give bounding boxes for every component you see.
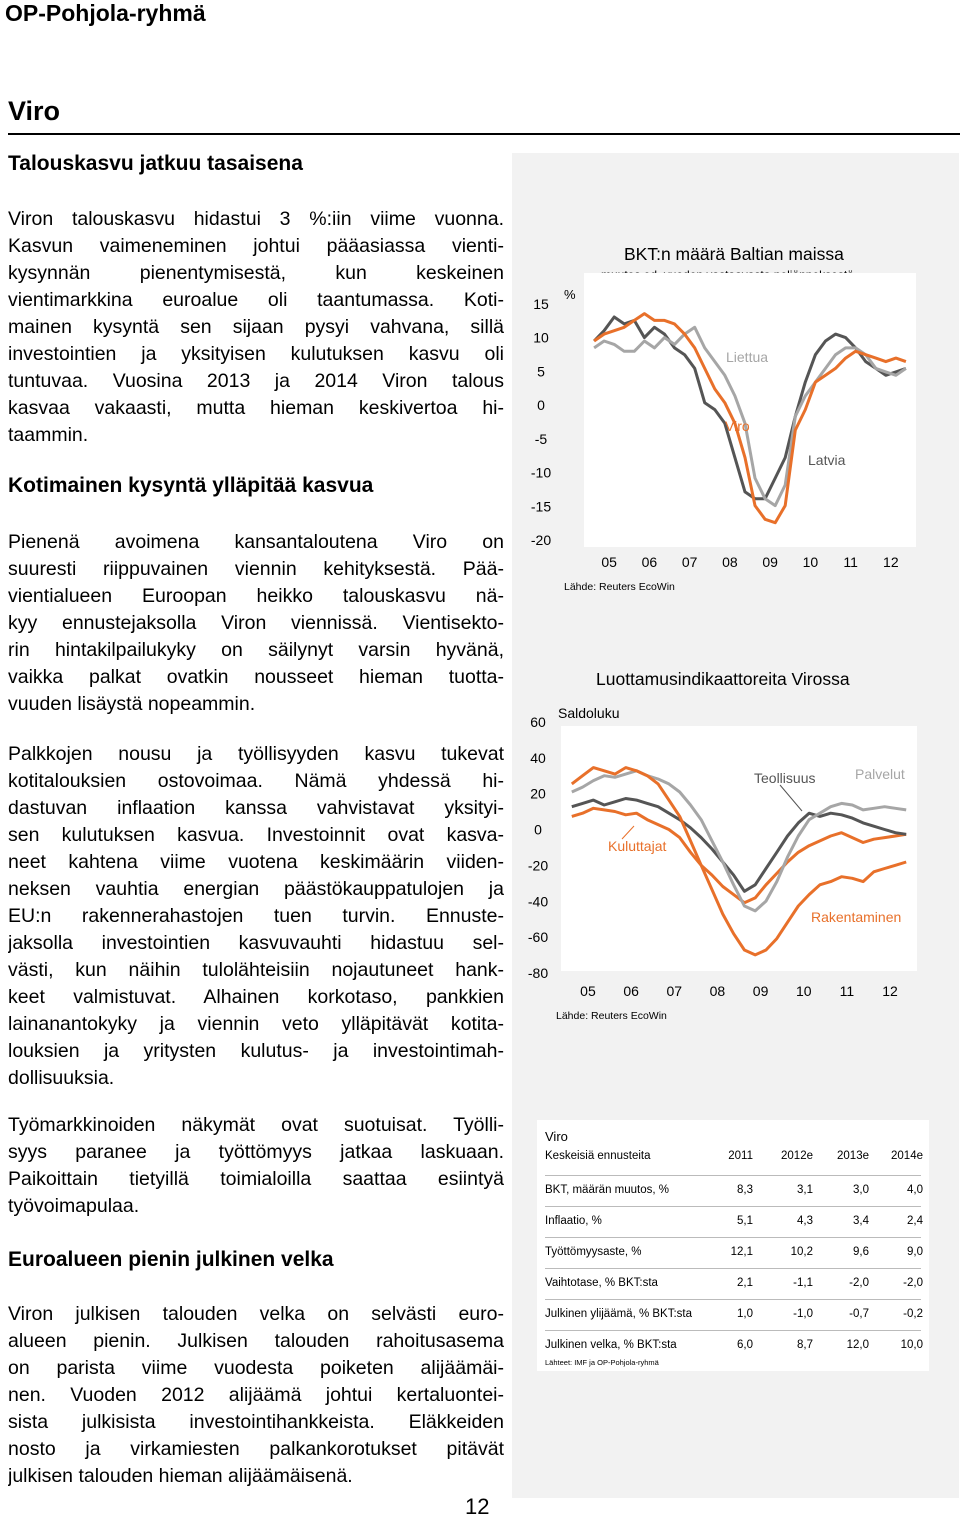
table-row: [545, 1184, 921, 1200]
table-row: [545, 1308, 921, 1324]
section-title-growth: Talouskasvu jatkuu tasaisena: [8, 152, 303, 175]
confidence-y-tick: -40: [527, 893, 549, 910]
gdp-y-tick: -20: [530, 532, 552, 548]
table-divider: [545, 1175, 921, 1176]
confidence-y-tick: 20: [530, 785, 546, 802]
paragraph-debt-line: on parista viime vuodesta poiketen alijäämäi-: [8, 1357, 504, 1379]
paragraph-growth-line: tuntuvaa. Vuosina 2013 ja 2014 Viron talous: [8, 370, 504, 392]
table-cell: 9,6: [853, 1246, 869, 1258]
paragraph-exports-line: suuresti riippuvainen viennin kehityksestä. Pää-: [8, 558, 504, 580]
table-cell: 3,0: [853, 1184, 869, 1196]
gdp-y-tick: 5: [537, 363, 545, 380]
paragraph-debt-line: julkisen talouden hieman alijäämäisenä.: [8, 1465, 353, 1487]
table-cell: 10,2: [790, 1246, 813, 1258]
gdp-x-tick: 12: [883, 554, 899, 570]
table-cell: 3,4: [853, 1215, 869, 1227]
table-subtitle: Keskeisiä ennusteita: [545, 1150, 651, 1162]
gdp-y-tick: 0: [537, 397, 545, 414]
paragraph-consumption: [8, 741, 504, 1092]
table-cell: 2,1: [737, 1277, 753, 1289]
forecast-table: [537, 1120, 929, 1371]
table-cell: 2,4: [907, 1215, 923, 1227]
table-row-label: Julkinen ylijäämä, % BKT:sta: [545, 1308, 693, 1320]
table-divider: [545, 1330, 921, 1331]
table-divider: [545, 1268, 921, 1269]
confidence-x-tick: 07: [666, 983, 683, 999]
table-row: [545, 1215, 921, 1231]
table-cell: 12,1: [730, 1246, 753, 1258]
year-2013e: 2013e: [837, 1150, 869, 1162]
paragraph-consumption-line: sen kulutuksen kasvua. Investoinnit ovat kasva-: [8, 824, 504, 846]
confidence-y-tick: 40: [530, 749, 546, 766]
label-liettua: Liettua: [726, 349, 769, 365]
label-rakentaminen: Rakentaminen: [811, 909, 902, 925]
confidence-chart-source: Lähde: Reuters EcoWin: [556, 1010, 667, 1022]
table-cell: 5,1: [737, 1215, 753, 1227]
heading-rule: [8, 133, 960, 135]
confidence-x-tick: 09: [752, 983, 769, 999]
gdp-chart-title: BKT:n määrä Baltian maissa: [624, 244, 844, 264]
confidence-chart-title: Luottamusindikaattoreita Virossa: [596, 669, 850, 689]
table-cell: -1,1: [793, 1277, 813, 1289]
confidence-x-tick: 10: [795, 983, 812, 999]
confidence-y-tick: 0: [534, 821, 542, 838]
table-cell: 12,0: [846, 1339, 869, 1351]
paragraph-debt-line: sista julkisista investointihankkeista. Eläkkeiden: [8, 1411, 504, 1433]
confidence-x-tick: 06: [623, 983, 639, 999]
page-number: 12: [465, 1494, 490, 1519]
paragraph-debt-line: Viron julkisen talouden velka on selvästi euro-: [8, 1303, 504, 1325]
confidence-y-tick: -60: [527, 929, 549, 946]
gdp-y-tick: -15: [530, 498, 552, 515]
gdp-x-tick: 05: [601, 554, 617, 570]
gdp-x-tick: 07: [681, 554, 698, 570]
paragraph-labour-line: Työmarkkinoiden näkymät ovat suotuisat. Työlli-: [8, 1114, 504, 1136]
paragraph-growth-line: kasvaa vakaasti, mutta hieman keskivertoa hi-: [8, 397, 504, 419]
paragraph-exports-line: vuuden lisäystä nopeammin.: [8, 693, 256, 715]
label-latvia: Latvia: [808, 452, 846, 468]
paragraph-exports-line: kyy ennustejaksolla Viron viennissä. Vientisekto-: [8, 612, 504, 634]
paragraph-labour: [8, 1112, 504, 1220]
gdp-chart-source: Lähde: Reuters EcoWin: [564, 581, 675, 593]
year-2014e: 2014e: [891, 1150, 923, 1162]
paragraph-growth-line: taammin.: [8, 424, 89, 446]
year-2012e: 2012e: [781, 1150, 813, 1162]
gdp-x-tick: 10: [802, 554, 819, 570]
paragraph-growth-line: investointien ja yksityisen kulutuksen kasvu oli: [8, 343, 504, 365]
table-cell: 4,0: [907, 1184, 923, 1196]
label-kuluttajat: Kuluttajat: [608, 838, 667, 854]
paragraph-consumption-line: dollisuuksia.: [8, 1067, 115, 1089]
confidence-y-tick: -20: [527, 857, 549, 874]
table-cell: -2,0: [849, 1277, 869, 1289]
section-title-debt: Euroalueen pienin julkinen velka: [8, 1248, 334, 1271]
page-heading: Viro: [8, 96, 61, 126]
paragraph-growth: [8, 206, 504, 449]
confidence-y-tick: 60: [530, 714, 546, 730]
label-viro: Viro: [725, 418, 750, 434]
gdp-chart: [512, 153, 959, 633]
confidence-x-tick: 11: [839, 983, 855, 999]
gdp-plot-area: [584, 273, 916, 547]
table-row: [545, 1339, 921, 1355]
table-cell: 4,3: [797, 1215, 813, 1227]
year-2011: 2011: [728, 1150, 753, 1162]
paragraph-exports-line: vaikka palkat ovatkin nousseet hieman tuotta-: [8, 666, 504, 688]
table-cell: -0,2: [903, 1308, 923, 1320]
paragraph-exports-line: Pienenä avoimena kansantaloutena Viro on: [8, 531, 504, 553]
paragraph-debt-line: alueen pienin. Julkisen talouden rahoitusasema: [8, 1330, 504, 1352]
section-title-demand: Kotimainen kysyntä ylläpitää kasvua: [8, 474, 374, 497]
table-row: [545, 1246, 921, 1262]
table-header-row: [545, 1150, 921, 1166]
confidence-chart-unit: Saldoluku: [558, 705, 620, 721]
gdp-x-tick: 08: [722, 554, 738, 570]
confidence-chart: [512, 633, 959, 1043]
label-teollisuus: Teollisuus: [754, 770, 816, 786]
confidence-x-tick: 08: [709, 983, 726, 999]
paragraph-growth-line: Kasvun vaimeneminen johtui pääasiassa vienti-: [8, 235, 504, 257]
paragraph-consumption-line: kotitalouksien ostovoimaa. Nämä yhdessä hi-: [8, 770, 504, 792]
table-cell: 6,0: [737, 1339, 753, 1351]
gdp-y-tick: 15: [533, 296, 549, 312]
table-cell: 1,0: [737, 1308, 753, 1320]
table-cell: -1,0: [793, 1308, 813, 1320]
table-row-label: BKT, määrän muutos, %: [545, 1184, 669, 1196]
table-cell: 10,0: [900, 1339, 923, 1351]
paragraph-growth-line: kysynnän pienentymisestä, kun keskeinen: [8, 262, 504, 284]
table-source: Lähteet: IMF ja OP-Pohjola-ryhmä: [545, 1358, 659, 1367]
organization-name: OP-Pohjola-ryhmä: [5, 0, 206, 26]
gdp-y-tick: -10: [530, 464, 552, 481]
table-title: Viro: [545, 1129, 568, 1144]
paragraph-exports-line: vientialueen Euroopan heikko talouskasvu nä-: [8, 585, 504, 607]
paragraph-consumption-line: dastuvan inflaation kanssa vahvistavat yksityi-: [8, 797, 504, 819]
confidence-x-tick: 05: [580, 983, 596, 999]
gdp-x-tick: 09: [762, 554, 778, 570]
paragraph-debt: [8, 1301, 504, 1490]
table-divider: [545, 1299, 921, 1300]
paragraph-labour-line: Paikoittain tietyillä toimialoilla saattaa esiintyä: [8, 1168, 504, 1190]
paragraph-consumption-line: louksien ja yritysten kulutus- ja investointimah-: [8, 1040, 504, 1062]
table-cell: -2,0: [903, 1277, 923, 1289]
paragraph-debt-line: nen. Vuoden 2012 alijäämä johtui kertaluontei-: [8, 1384, 504, 1406]
gdp-y-tick: -5: [534, 430, 548, 447]
paragraph-exports: [8, 529, 504, 718]
paragraph-debt-line: nosto ja virkamiesten palkankorotukset pitävät: [8, 1438, 504, 1460]
paragraph-growth-line: Viron talouskasvu hidastui 3 %:iin viime vuonna.: [8, 208, 504, 230]
table-row-label: Inflaatio, %: [545, 1215, 602, 1227]
paragraph-consumption-line: lainanantokyky ja viennin veto ylläpitävät kotita-: [8, 1013, 504, 1035]
paragraph-consumption-line: keet valmistuvat. Alhainen korkotaso, pankkien: [8, 986, 504, 1008]
confidence-y-tick: -80: [527, 965, 549, 981]
table-cell: 9,0: [907, 1246, 923, 1258]
table-divider: [545, 1237, 921, 1238]
paragraph-consumption-line: Palkkojen nousu ja työllisyyden kasvu tukevat: [8, 743, 504, 765]
label-palvelut: Palvelut: [855, 766, 905, 782]
confidence-x-tick: 12: [882, 983, 898, 999]
gdp-chart-unit: %: [564, 287, 576, 302]
paragraph-consumption-line: västi, kun näihin tulolähteisiin nojautuneet hank-: [8, 959, 504, 981]
paragraph-consumption-line: neet kahtena viime vuotena keskimäärin viiden-: [8, 851, 504, 873]
paragraph-exports-line: rin hintakilpailukyky on säilynyt varsin hyvänä,: [8, 639, 504, 661]
paragraph-growth-line: mainen kysyntä sen sijaan pysyi vahvana, sillä: [8, 316, 504, 338]
table-row-label: Työttömyysaste, %: [545, 1246, 642, 1258]
table-cell: 3,1: [797, 1184, 813, 1196]
paragraph-growth-line: vientimarkkina euroalue oli taantumassa. Koti-: [8, 289, 504, 311]
gdp-x-tick: 06: [641, 554, 658, 570]
table-row: [545, 1277, 921, 1293]
paragraph-consumption-line: EU:n rakennerahastojen tuen turvin. Ennuste-: [8, 905, 504, 927]
paragraph-labour-line: työvoimapulaa.: [8, 1195, 140, 1217]
table-row-label: Julkinen velka, % BKT:sta: [545, 1339, 677, 1351]
gdp-y-tick: 10: [533, 329, 549, 346]
paragraph-consumption-line: neksen vauhtia energian päästökauppatulojen ja: [8, 878, 504, 900]
paragraph-consumption-line: jaksolla investointien kasvuvauhti hidastuu sel-: [8, 932, 504, 954]
table-cell: 8,7: [797, 1339, 813, 1351]
gdp-x-tick: 11: [843, 554, 858, 570]
table-divider: [545, 1206, 921, 1207]
table-cell: 8,3: [737, 1184, 753, 1196]
table-cell: -0,7: [849, 1308, 869, 1320]
paragraph-labour-line: syys paranee ja työttömyys jatkaa laskuaan.: [8, 1141, 504, 1163]
table-row-label: Vaihtotase, % BKT:sta: [545, 1277, 658, 1289]
